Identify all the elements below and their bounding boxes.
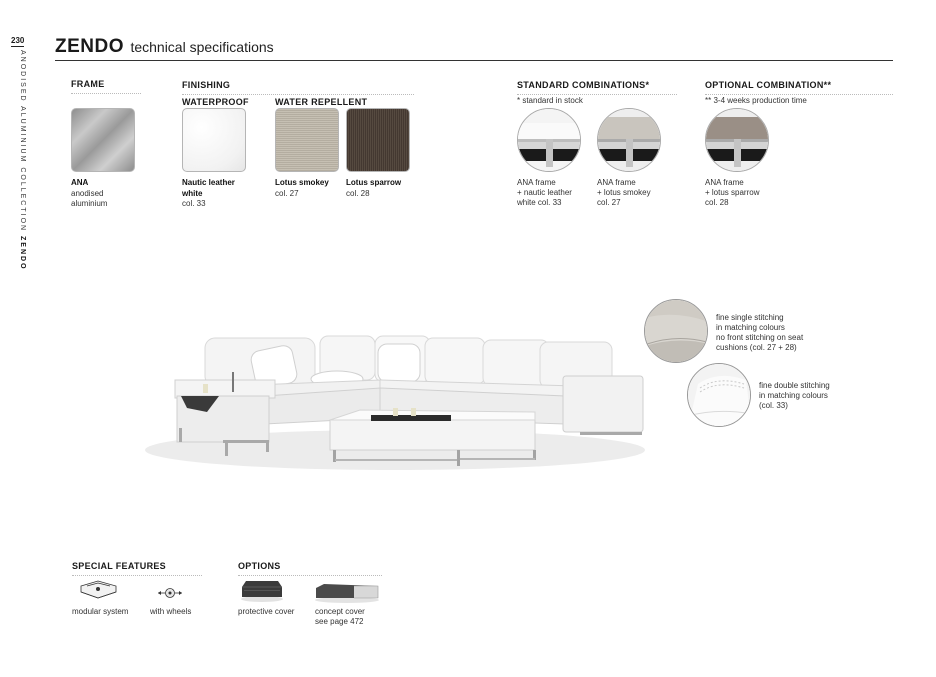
title-subtitle: technical specifications <box>130 39 274 55</box>
combo-smokey-image <box>597 108 661 172</box>
double-stitch-line-1: fine double stitching <box>759 381 830 390</box>
lotus-sparrow-swatch <box>346 108 410 172</box>
concept-cover-image <box>314 580 380 604</box>
single-stitch-line-4: cushions (col. 27 + 28) <box>716 343 797 352</box>
combo-1-line-1: ANA frame <box>517 178 556 187</box>
standard-note: * standard in stock <box>517 96 583 105</box>
combo-1-line-2: + nautic leather <box>517 188 572 197</box>
finishing-heading: FINISHING <box>182 80 414 95</box>
lotus-smokey-col: col. 27 <box>275 189 299 198</box>
concept-cover-page: see page 472 <box>315 617 364 626</box>
options-heading: OPTIONS <box>238 561 382 576</box>
protective-cover-label: protective cover <box>238 607 295 616</box>
side-label-name: ZENDO <box>19 236 26 271</box>
combo-1-line-3: white col. 33 <box>517 198 562 207</box>
page-number: 230 <box>11 36 25 45</box>
nautic-name-1: Nautic leather <box>182 178 235 187</box>
with-wheels-label: with wheels <box>150 607 192 616</box>
zendo-sofa-image <box>135 300 655 480</box>
lotus-smokey-swatch <box>275 108 339 172</box>
lotus-sparrow-col: col. 28 <box>346 189 370 198</box>
frame-swatch <box>71 108 135 172</box>
frame-heading: FRAME <box>71 79 141 94</box>
standard-heading: STANDARD COMBINATIONS* <box>517 80 677 95</box>
combo-sparrow-image <box>705 108 769 172</box>
side-label <box>19 50 38 271</box>
wheels-icon <box>156 585 184 601</box>
nautic-white-swatch <box>182 108 246 172</box>
title-rule <box>55 60 893 61</box>
side-label-collection: ANODISED ALUMINIUM COLLECTION <box>19 50 26 233</box>
optional-heading: OPTIONAL COMBINATION** <box>705 80 893 95</box>
nautic-col: col. 33 <box>182 199 206 208</box>
title-brand: ZENDO <box>55 36 124 57</box>
optional-note: ** 3-4 weeks production time <box>705 96 807 105</box>
optional-line-3: col. 28 <box>705 198 729 207</box>
double-stitch-line-3: (col. 33) <box>759 401 788 410</box>
protective-cover-image <box>240 577 284 603</box>
optional-line-2: + lotus sparrow <box>705 188 760 197</box>
water-repellent-heading: WATER REPELLENT <box>275 97 368 107</box>
frame-desc-2: aluminium <box>71 199 108 208</box>
waterproof-heading: WATERPROOF <box>182 97 249 107</box>
double-stitch-line-2: in matching colours <box>759 391 828 400</box>
optional-line-1: ANA frame <box>705 178 744 187</box>
double-stitch-image <box>687 363 751 427</box>
frame-name: ANA <box>71 178 89 187</box>
frame-desc-1: anodised <box>71 189 104 198</box>
nautic-name-2: white <box>182 189 203 198</box>
modular-system-label: modular system <box>72 607 129 616</box>
combo-2-line-1: ANA frame <box>597 178 636 187</box>
combo-2-line-2: + lotus smokey <box>597 188 651 197</box>
concept-cover-label: concept cover <box>315 607 365 616</box>
single-stitch-line-3: no front stitching on seat <box>716 333 804 342</box>
single-stitch-image <box>644 299 708 363</box>
single-stitch-line-1: fine single stitching <box>716 313 784 322</box>
combo-2-line-3: col. 27 <box>597 198 621 207</box>
combo-white-image <box>517 108 581 172</box>
page-title <box>55 36 274 59</box>
modular-system-icon <box>78 578 120 602</box>
lotus-sparrow-name: Lotus sparrow <box>346 178 402 187</box>
special-heading: SPECIAL FEATURES <box>72 561 202 576</box>
single-stitch-line-2: in matching colours <box>716 323 785 332</box>
lotus-smokey-name: Lotus smokey <box>275 178 329 187</box>
